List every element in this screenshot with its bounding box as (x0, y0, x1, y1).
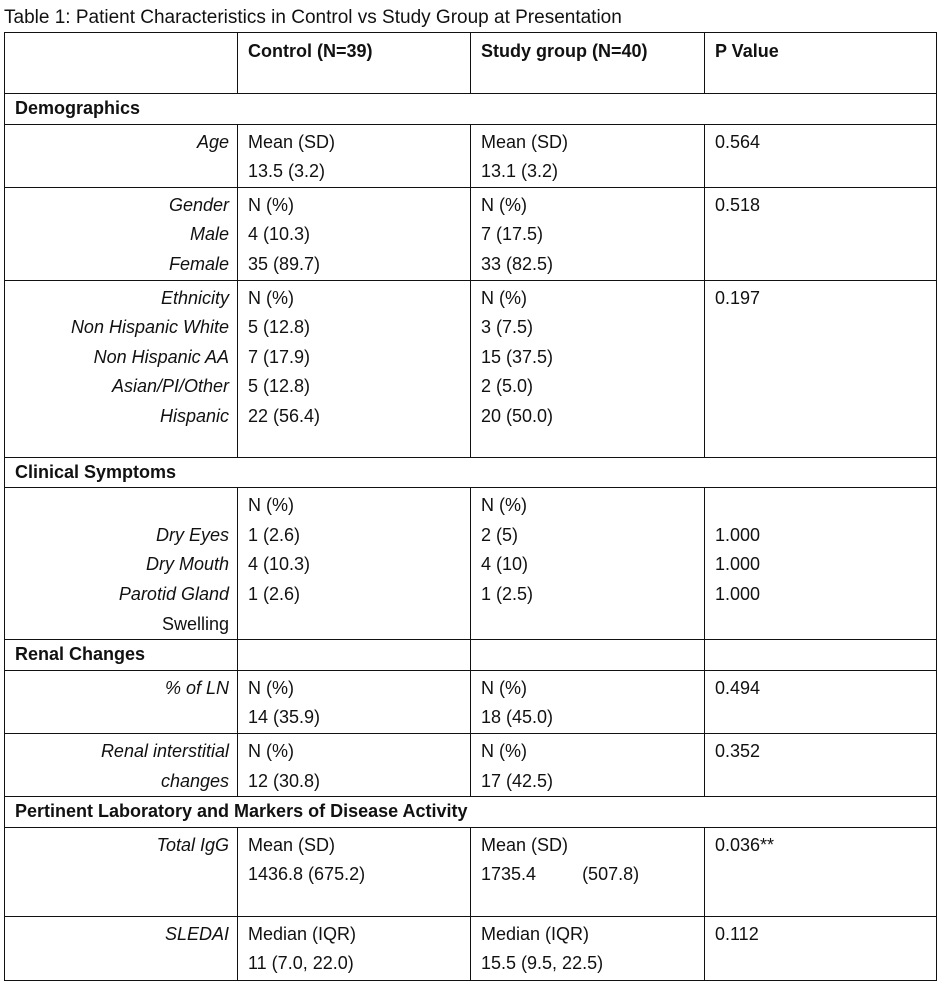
cell-line: 12 (30.8) (248, 770, 321, 791)
p-value-cell (705, 827, 937, 916)
section-row (5, 94, 937, 125)
cell-line: 5 (12.8) (248, 376, 311, 397)
p-value-cell (705, 124, 937, 187)
cell-line: 33 (82.5) (481, 253, 554, 274)
cell-line: 7 (17.9) (248, 346, 311, 367)
p-value-cell (705, 187, 937, 280)
cell-line: 1436.8 (675.2) (248, 864, 366, 885)
label-line: Parotid Gland (118, 583, 229, 604)
study-cell (471, 187, 705, 280)
empty-cell (705, 640, 937, 671)
section-row (5, 640, 937, 671)
cell-line: 0.036** (715, 834, 775, 855)
study-cell (471, 827, 705, 916)
cell-line: 1 (2.6) (248, 524, 301, 545)
label-line: Female (168, 253, 229, 274)
cell-line: N (%) (481, 287, 527, 308)
label-line: Non Hispanic AA (93, 346, 229, 367)
cell-line: N (%) (248, 194, 294, 215)
cell-line: 15.5 (9.5, 22.5) (481, 953, 604, 974)
label-line: Ethnicity (160, 287, 229, 308)
cell-line: N (%) (481, 495, 527, 516)
patient-characteristics-table (4, 32, 937, 981)
cell-line: 5 (12.8) (248, 317, 311, 338)
cell-line: N (%) (248, 287, 294, 308)
table-row (5, 280, 937, 457)
section-row (5, 457, 937, 488)
cell-line: 0.564 (715, 131, 761, 152)
study-cell (471, 124, 705, 187)
cell-line: 1 (2.6) (248, 583, 301, 604)
cell-line: 0.112 (715, 923, 759, 944)
cell-line: 0.518 (715, 194, 761, 215)
p-value-cell (705, 280, 937, 457)
label-line: Non Hispanic White (70, 317, 229, 338)
p-value-cell (705, 733, 937, 796)
cell-line: Median (IQR) (248, 923, 357, 944)
table-row (5, 670, 937, 733)
label-line: Hispanic (159, 405, 229, 426)
control-cell (238, 670, 471, 733)
label-line: Gender (168, 194, 229, 215)
cell-line: 22 (56.4) (248, 405, 321, 426)
cell-line: 15 (37.5) (481, 346, 554, 367)
cell-line: 2 (5.0) (481, 376, 534, 397)
row-label (5, 488, 238, 640)
cell-line: 20 (50.0) (481, 405, 554, 426)
table-row (5, 733, 937, 796)
p-value-cell (705, 488, 937, 640)
cell-line: 0.494 (715, 677, 761, 698)
label-line: changes (160, 770, 229, 791)
cell-line: N (%) (481, 194, 527, 215)
cell-line: 13.1 (3.2) (481, 161, 559, 182)
row-label (5, 916, 238, 980)
cell-value-mean: 1735.4 (481, 864, 537, 885)
cell-line: 0.197 (715, 287, 761, 308)
label-line: Dry Eyes (155, 524, 229, 545)
control-cell (238, 280, 471, 457)
label-line: Age (196, 131, 229, 152)
cell-line (715, 491, 926, 521)
cell-line: 11 (7.0, 22.0) (248, 953, 354, 974)
cell-line: Median (IQR) (481, 923, 590, 944)
cell-line: Mean (SD) (481, 131, 569, 152)
cell-line: 3 (7.5) (481, 317, 534, 338)
cell-line: N (%) (481, 677, 527, 698)
table-caption: Table 1: Patient Characteristics in Control vs Study Group at Presentation (4, 7, 622, 28)
header-blank (5, 33, 238, 94)
cell-line: 1 (2.5) (481, 583, 534, 604)
cell-line: 7 (17.5) (481, 224, 544, 245)
cell-line: N (%) (481, 740, 527, 761)
cell-line: N (%) (248, 495, 294, 516)
header-study: Study group (N=40) (471, 33, 705, 94)
table-row (5, 187, 937, 280)
label-line: Swelling (161, 613, 229, 634)
row-label (5, 187, 238, 280)
study-cell (471, 670, 705, 733)
header-p-value: P Value (705, 33, 937, 94)
control-cell (238, 124, 471, 187)
label-line: % of LN (164, 677, 229, 698)
study-cell (471, 488, 705, 640)
table-row (5, 124, 937, 187)
cell-line: 35 (89.7) (248, 253, 321, 274)
header-control: Control (N=39) (238, 33, 471, 94)
section-row (5, 797, 937, 828)
label-line: Asian/PI/Other (111, 376, 229, 397)
label-line: Male (189, 224, 229, 245)
cell-value-sd: (507.8) (582, 864, 640, 885)
cell-line: 4 (10.3) (248, 554, 311, 575)
p-value-cell (705, 916, 937, 980)
cell-line: 14 (35.9) (248, 707, 321, 728)
cell-line: 18 (45.0) (481, 707, 554, 728)
row-label (5, 733, 238, 796)
cell-line: 1.000 (715, 583, 761, 604)
cell-line: 4 (10) (481, 554, 529, 575)
cell-line (481, 860, 694, 890)
control-cell (238, 916, 471, 980)
cell-line: 13.5 (3.2) (248, 161, 326, 182)
control-cell (238, 488, 471, 640)
section-demographics: Demographics (5, 94, 937, 125)
cell-line: 2 (5) (481, 524, 519, 545)
p-value-cell (705, 670, 937, 733)
table-row (5, 916, 937, 980)
section-renal-changes: Renal Changes (5, 640, 238, 671)
row-label (5, 124, 238, 187)
section-clinical-symptoms: Clinical Symptoms (5, 457, 937, 488)
cell-line: 1.000 (715, 524, 761, 545)
cell-line: N (%) (248, 740, 294, 761)
study-cell (471, 280, 705, 457)
empty-cell (471, 640, 705, 671)
cell-line: 0.352 (715, 740, 761, 761)
row-label (5, 670, 238, 733)
cell-line: Mean (SD) (248, 131, 336, 152)
label-line: SLEDAI (164, 923, 229, 944)
cell-line: 1.000 (715, 554, 761, 575)
study-cell (471, 733, 705, 796)
cell-line: N (%) (248, 677, 294, 698)
control-cell (238, 733, 471, 796)
cell-line: Mean (SD) (248, 834, 336, 855)
label-line: Total IgG (156, 834, 229, 855)
empty-cell (238, 640, 471, 671)
section-laboratory-markers: Pertinent Laboratory and Markers of Disease Activity (5, 797, 937, 828)
label-line: Dry Mouth (145, 554, 229, 575)
row-label (5, 827, 238, 916)
header-row (5, 33, 937, 94)
cell-line: 17 (42.5) (481, 770, 554, 791)
row-label (5, 280, 238, 457)
study-cell (471, 916, 705, 980)
control-cell (238, 187, 471, 280)
cell-line: 4 (10.3) (248, 224, 311, 245)
cell-line: Mean (SD) (481, 834, 569, 855)
label-line: Renal interstitial (100, 740, 229, 761)
control-cell (238, 827, 471, 916)
table-row (5, 488, 937, 640)
table-row (5, 827, 937, 916)
label-line (15, 491, 229, 521)
